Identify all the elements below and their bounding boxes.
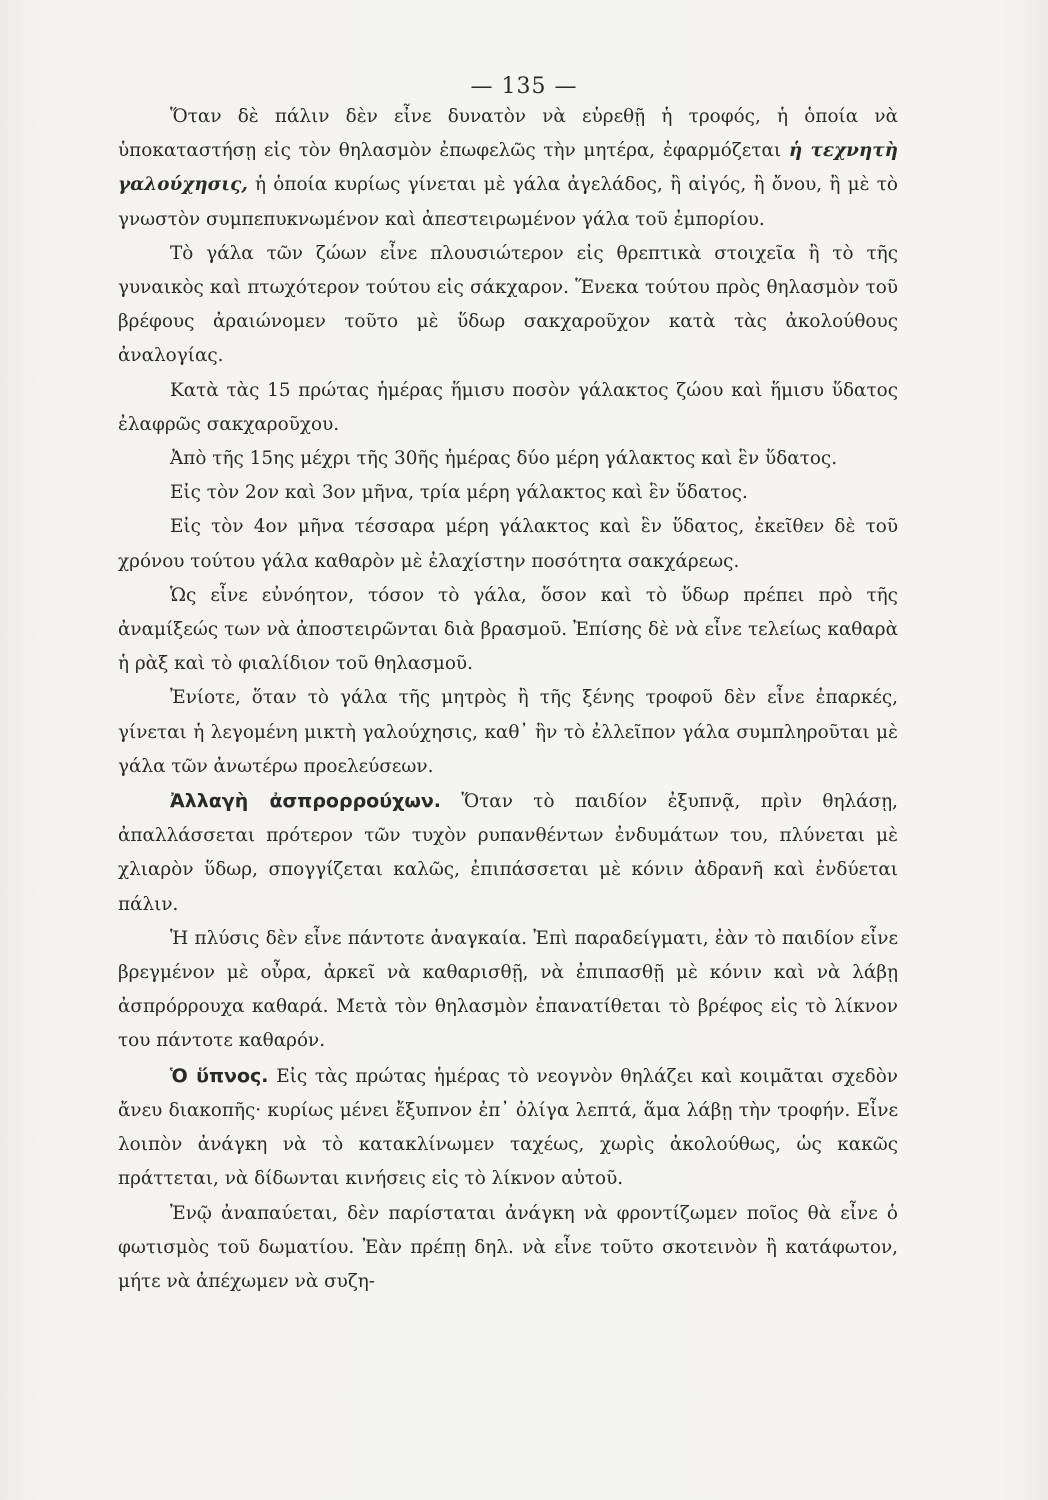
- paragraph-sterilization: [118, 579, 898, 682]
- paragraph-text: Ἀπὸ τῆς 15ης μέχρι τῆς 30ῆς ἡμέρας δύο μέρη γάλακτος καὶ ἓν ὕδατος.: [170, 448, 838, 470]
- paragraph-lighting: [118, 1197, 898, 1300]
- paragraph-text: ἡ ὁποία κυρίως γίνεται μὲ γάλα ἀγελάδος, ἢ αἰγός, ἢ ὄνου, ἢ μὲ τὸ γνωστὸν συμπεπυκνωμένον καὶ ἀπεστειρωμένον γάλα τοῦ ἐμπορίου.: [118, 174, 898, 230]
- paragraph-text: Ἡ πλύσις δὲν εἶνε πάντοτε ἀναγκαία. Ἐπὶ παραδείγματι, ἐὰν τὸ παιδίον εἶνε βρεγμένον μὲ οὖρα, ἀρκεῖ νὰ καθαρισθῇ, νὰ ἐπιπασθῇ μὲ κόνιν καὶ νὰ λάβῃ ἀσπρόρρουχα καθαρά. Μετὰ τὸν θηλασμὸν ἐπανατίθεται τὸ βρέφος εἰς τὸ λίκνον του πάντοτε καθαρόν.: [118, 927, 898, 1052]
- paragraph-artificial-feeding: [118, 100, 898, 237]
- page-body: [118, 100, 898, 1299]
- paragraph-changing-linens: [118, 784, 898, 922]
- paragraph-first-15-days: [118, 374, 898, 442]
- page-number: — 135 —: [470, 74, 578, 99]
- paragraph-sleep: [118, 1059, 898, 1197]
- section-heading: Ἀλλαγὴ ἀσπρορρούχων.: [170, 790, 441, 813]
- paragraph-animal-milk: [118, 237, 898, 374]
- section-heading: Ὁ ὕπνος.: [170, 1064, 269, 1087]
- paragraph-washing: [118, 922, 898, 1059]
- emphasized-term: ἡ τεχνητὴ γαλούχησις,: [118, 140, 898, 196]
- paragraph-text: Ἐνίοτε, ὅταν τὸ γάλα τῆς μητρὸς ἢ τῆς ξένης τροφοῦ δὲν εἶνε ἐπαρκές, γίνεται ἡ λεγομένη μικτὴ γαλούχησις, καθ᾽ ἣν τὸ ἐλλεῖπον γάλα συμπληροῦται μὲ γάλα τῶν ἀνωτέρω προελεύσεων.: [118, 687, 898, 777]
- paragraph-4th-month: [118, 510, 898, 578]
- paragraph-text: Ὅταν τὸ παιδίον ἐξυπνᾷ, πρὶν θηλάσῃ, ἀπαλλάσσεται πρότερον τῶν τυχὸν ρυπανθέντων ἐνδυμάτων του, πλύνεται μὲ χλιαρὸν ὕδωρ, σπογγίζεται καλῶς, ἐπιπάσσεται μὲ κόνιν ἀδρανῆ καὶ ἐνδύεται πάλιν.: [118, 791, 899, 915]
- paragraph-mixed-feeding: [118, 681, 898, 784]
- paragraph-text: Εἰς τὸν 2ον καὶ 3ον μῆνα, τρία μέρη γάλακτος καὶ ἓν ὕδατος.: [170, 482, 748, 504]
- paragraph-2nd-3rd-month: [118, 476, 898, 510]
- paragraph-text: Ὡς εἶνε εὐνόητον, τόσον τὸ γάλα, ὅσον καὶ τὸ ὕδωρ πρέπει πρὸ τῆς ἀναμίξεώς των νὰ ἀποστειρῶνται διὰ βρασμοῦ. Ἐπίσης δὲ νὰ εἶνε τελείως καθαρὰ ἡ ρὰξ καὶ τὸ φιαλίδιον τοῦ θηλασμοῦ.: [118, 584, 898, 675]
- paragraph-text: Κατὰ τὰς 15 πρώτας ἡμέρας ἥμισυ ποσὸν γάλακτος ζώου καὶ ἥμισυ ὕδατος ἐλαφρῶς σακχαροῦχου.: [118, 379, 898, 435]
- paragraph-text: Τὸ γάλα τῶν ζώων εἶνε πλουσιώτερον εἰς θρεπτικὰ στοιχεῖα ἢ τὸ τῆς γυναικὸς καὶ πτωχότερον τούτου εἰς σάκχαρον. Ἕνεκα τούτου πρὸς θηλασμὸν τοῦ βρέφους ἀραιώνομεν τοῦτο μὲ ὕδωρ σακχαροῦχον κατὰ τὰς ἀκολούθους ἀναλογίας.: [118, 242, 898, 367]
- paragraph-text: Ὅταν δὲ πάλιν δὲν εἶνε δυνατὸν νὰ εὑρεθῇ ἡ τροφός, ἡ ὁποία νὰ ὑποκαταστήσῃ εἰς τὸν θηλασμὸν ἐπωφελῶς τὴν μητέρα, ἐφαρμόζεται: [118, 106, 898, 162]
- paragraph-text: Ἐνῷ ἀναπαύεται, δὲν παρίσταται ἀνάγκη νὰ φροντίζωμεν ποῖος θὰ εἶνε ὁ φωτισμὸς τοῦ δωματίου. Ἐὰν πρέπῃ δηλ. νὰ εἶνε τοῦτο σκοτεινὸν ἢ κατάφωτον, μήτε νὰ ἀπέχωμεν νὰ συζη-: [118, 1202, 898, 1292]
- paragraph-15-to-30-days: [118, 442, 898, 476]
- paragraph-text: Εἰς τὰς πρώτας ἡμέρας τὸ νεογνὸν θηλάζει καὶ κοιμᾶται σχεδὸν ἄνευ διακοπῆς· κυρίως μένει ἔξυπνον ἐπ᾽ ὀλίγα λεπτά, ἅμα λάβῃ τὴν τροφήν. Εἶνε λοιπὸν ἀνάγκη νὰ τὸ κατακλίνωμεν ταχέως, χωρὶς ἀκολούθως, ὡς κακῶς πράττεται, νὰ δίδωνται κινήσεις εἰς τὸ λίκνον αὐτοῦ.: [118, 1065, 898, 1190]
- paragraph-text: Εἰς τὸν 4ον μῆνα τέσσαρα μέρη γάλακτος καὶ ἓν ὕδατος, ἐκεῖθεν δὲ τοῦ χρόνου τούτου γάλα καθαρὸν μὲ ἐλαχίστην ποσότητα σακχάρεως.: [118, 516, 898, 572]
